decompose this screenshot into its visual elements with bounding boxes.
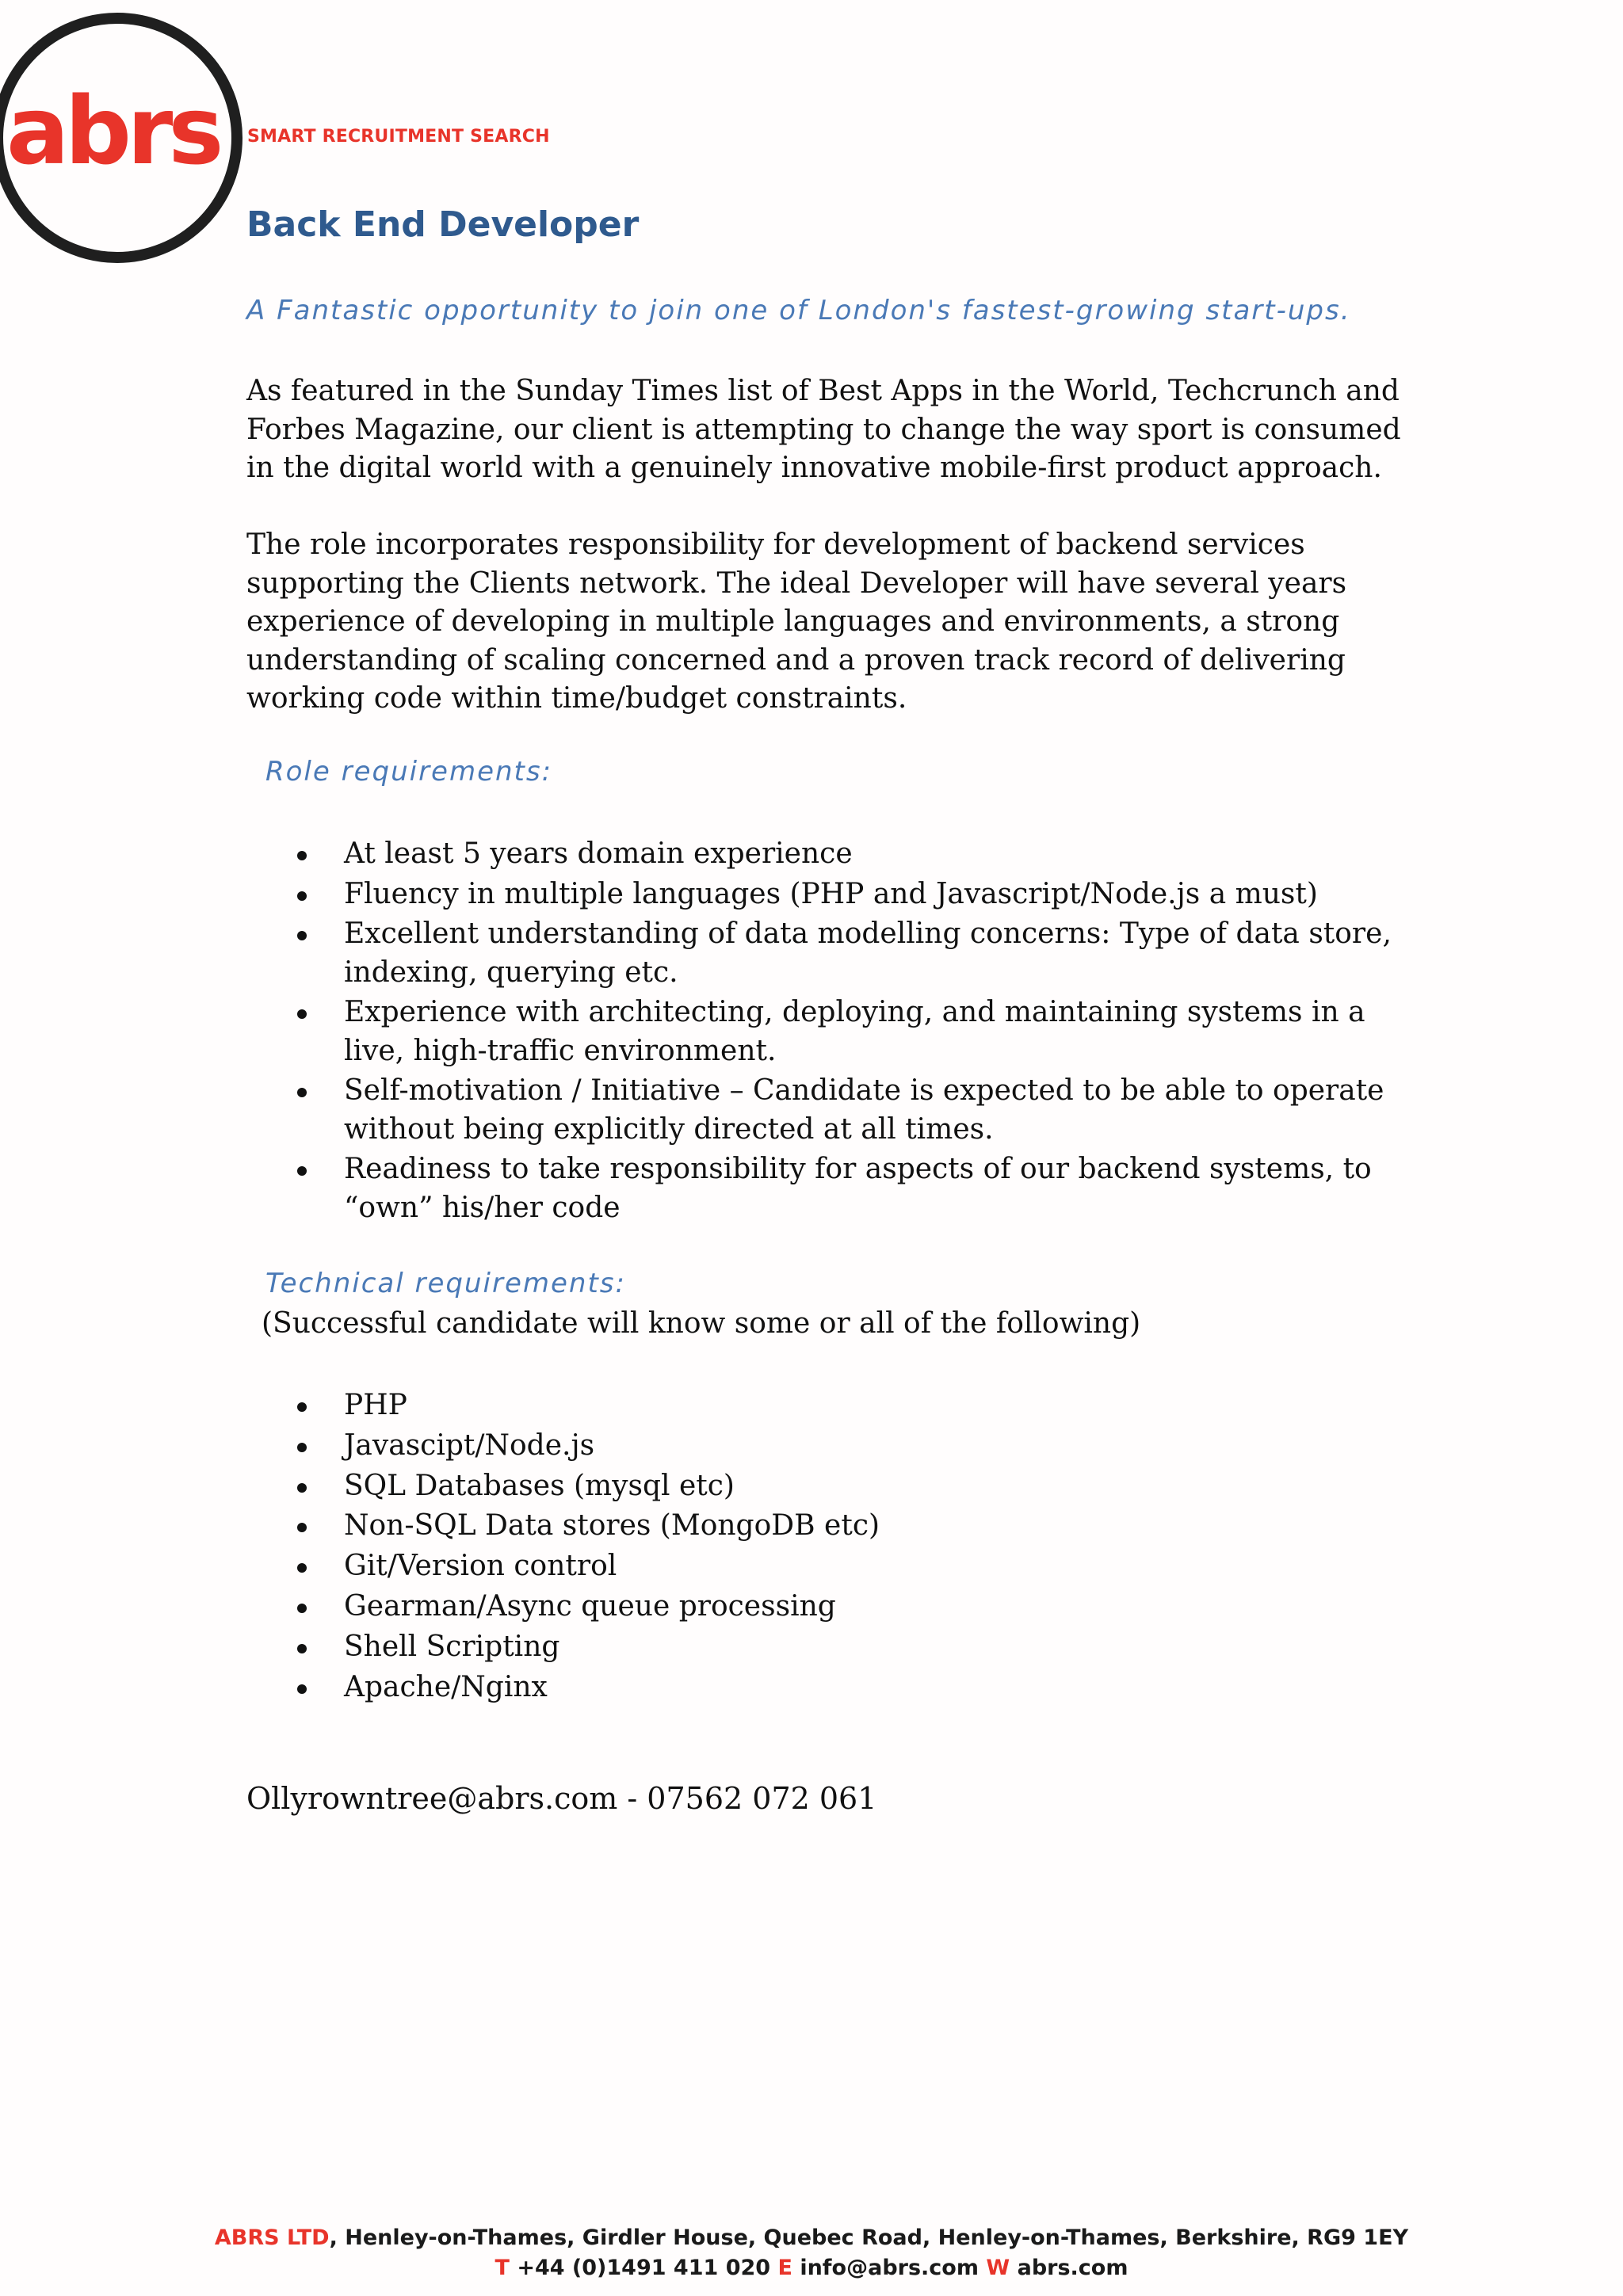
list-item-text: Fluency in multiple languages (PHP and Javascript/Node.js a must) [344, 877, 1318, 910]
list-item-text: SQL Databases (mysql etc) [344, 1469, 735, 1502]
list-item [0, 1628, 880, 1667]
paragraph-line: experience of developing in multiple languages and environments, a strong [246, 605, 1340, 638]
paragraph-line: The role incorporates responsibility for development of backend services [246, 528, 1305, 561]
footer-company: ABRS LTD [214, 2225, 330, 2250]
footer-web-label: W [986, 2256, 1010, 2280]
list-item [0, 1072, 1392, 1149]
bullet-icon [297, 1563, 307, 1573]
footer-phone-label: T [495, 2256, 510, 2280]
list-item-text: Git/Version control [344, 1550, 617, 1583]
list-item [0, 875, 1392, 914]
paragraph-line: supporting the Clients network. The ideal Developer will have several years [246, 566, 1347, 600]
footer-address-line [0, 2223, 1623, 2253]
bullet-icon [297, 1009, 307, 1019]
role-paragraph [246, 526, 1403, 719]
technical-requirements-list [0, 1386, 880, 1708]
footer [0, 2223, 1623, 2283]
role-requirements-heading: Role requirements: [265, 756, 553, 788]
paragraph-line: understanding of scaling concerned and a proven track record of delivering [246, 643, 1346, 677]
list-item [0, 1386, 880, 1425]
bullet-icon [297, 1523, 307, 1532]
list-item-text: indexing, querying etc. [344, 955, 678, 989]
footer-email: info@abrs.com [800, 2256, 979, 2280]
list-item-text: Readiness to take responsibility for aspects of our backend systems, to [344, 1153, 1372, 1185]
list-item-text: Experience with architecting, deploying, and maintaining systems in a [344, 996, 1365, 1028]
role-requirements-list [0, 835, 1392, 1229]
bullet-icon [297, 1684, 307, 1694]
logo [0, 13, 242, 263]
bullet-icon [297, 1166, 307, 1176]
list-item-text: without being explicitly directed at all times. [344, 1112, 994, 1146]
paragraph-line: working code within time/budget constraints. [246, 682, 907, 715]
list-item-text: Javascipt/Node.js [344, 1428, 595, 1462]
contact-line: Ollyrowntree@abrs.com - 07562 072 061 [246, 1781, 877, 1816]
list-item-text: Excellent understanding of data modelling concerns: Type of data store, [344, 917, 1392, 950]
footer-web: abrs.com [1017, 2256, 1128, 2280]
list-item [0, 1547, 880, 1586]
list-item [0, 1588, 880, 1627]
list-item-text: Shell Scripting [344, 1630, 560, 1663]
list-item [0, 994, 1392, 1070]
list-item-text: Gearman/Async queue processing [344, 1589, 836, 1623]
list-item-text: PHP [344, 1389, 407, 1421]
job-subtitle: A Fantastic opportunity to join one of London's fastest-growing start-ups. [246, 295, 1351, 326]
list-item [0, 835, 1392, 874]
brand-tagline: SMART RECRUITMENT SEARCH [247, 127, 550, 147]
paragraph-line: in the digital world with a genuinely innovative mobile-first product approach. [246, 452, 1382, 484]
bullet-icon [297, 1604, 307, 1613]
bullet-icon [297, 1443, 307, 1452]
list-item [0, 1669, 880, 1707]
bullet-icon [297, 931, 307, 940]
bullet-icon [297, 1402, 307, 1412]
list-item [0, 1507, 880, 1546]
technical-requirements-note: (Successful candidate will know some or all of the following) [262, 1307, 1141, 1340]
list-item-text: Apache/Nginx [344, 1670, 548, 1703]
bullet-icon [297, 891, 307, 901]
footer-address: , Henley-on-Thames, Girdler House, Quebec Road, Henley-on-Thames, Berkshire, RG9 1EY [329, 2225, 1409, 2250]
bullet-icon [297, 851, 307, 860]
footer-contact-line [0, 2253, 1623, 2283]
paragraph-line: As featured in the Sunday Times list of Best Apps in the World, Techcrunch and [246, 375, 1400, 407]
intro-paragraph [246, 372, 1403, 488]
list-item-text: Non-SQL Data stores (MongoDB etc) [344, 1509, 880, 1543]
list-item [0, 1150, 1392, 1227]
logo-text: abrs [6, 76, 220, 185]
job-title: Back End Developer [246, 204, 640, 245]
bullet-icon [297, 1483, 307, 1493]
technical-requirements-heading: Technical requirements: [265, 1268, 626, 1299]
list-item-text: “own” his/her code [344, 1191, 621, 1224]
list-item-text: live, high-traffic environment. [344, 1034, 777, 1067]
list-item-text: At least 5 years domain experience [344, 837, 853, 870]
bullet-icon [297, 1644, 307, 1653]
list-item [0, 1467, 880, 1506]
list-item [0, 1427, 880, 1466]
bullet-icon [297, 1088, 307, 1097]
paragraph-line: Forbes Magazine, our client is attempting to change the way sport is consumed [246, 413, 1401, 446]
list-item-text: Self-motivation / Initiative – Candidate is expected to be able to operate [344, 1074, 1384, 1107]
footer-email-label: E [777, 2256, 792, 2280]
list-item [0, 915, 1392, 992]
footer-phone: +44 (0)1491 411 020 [517, 2256, 771, 2280]
